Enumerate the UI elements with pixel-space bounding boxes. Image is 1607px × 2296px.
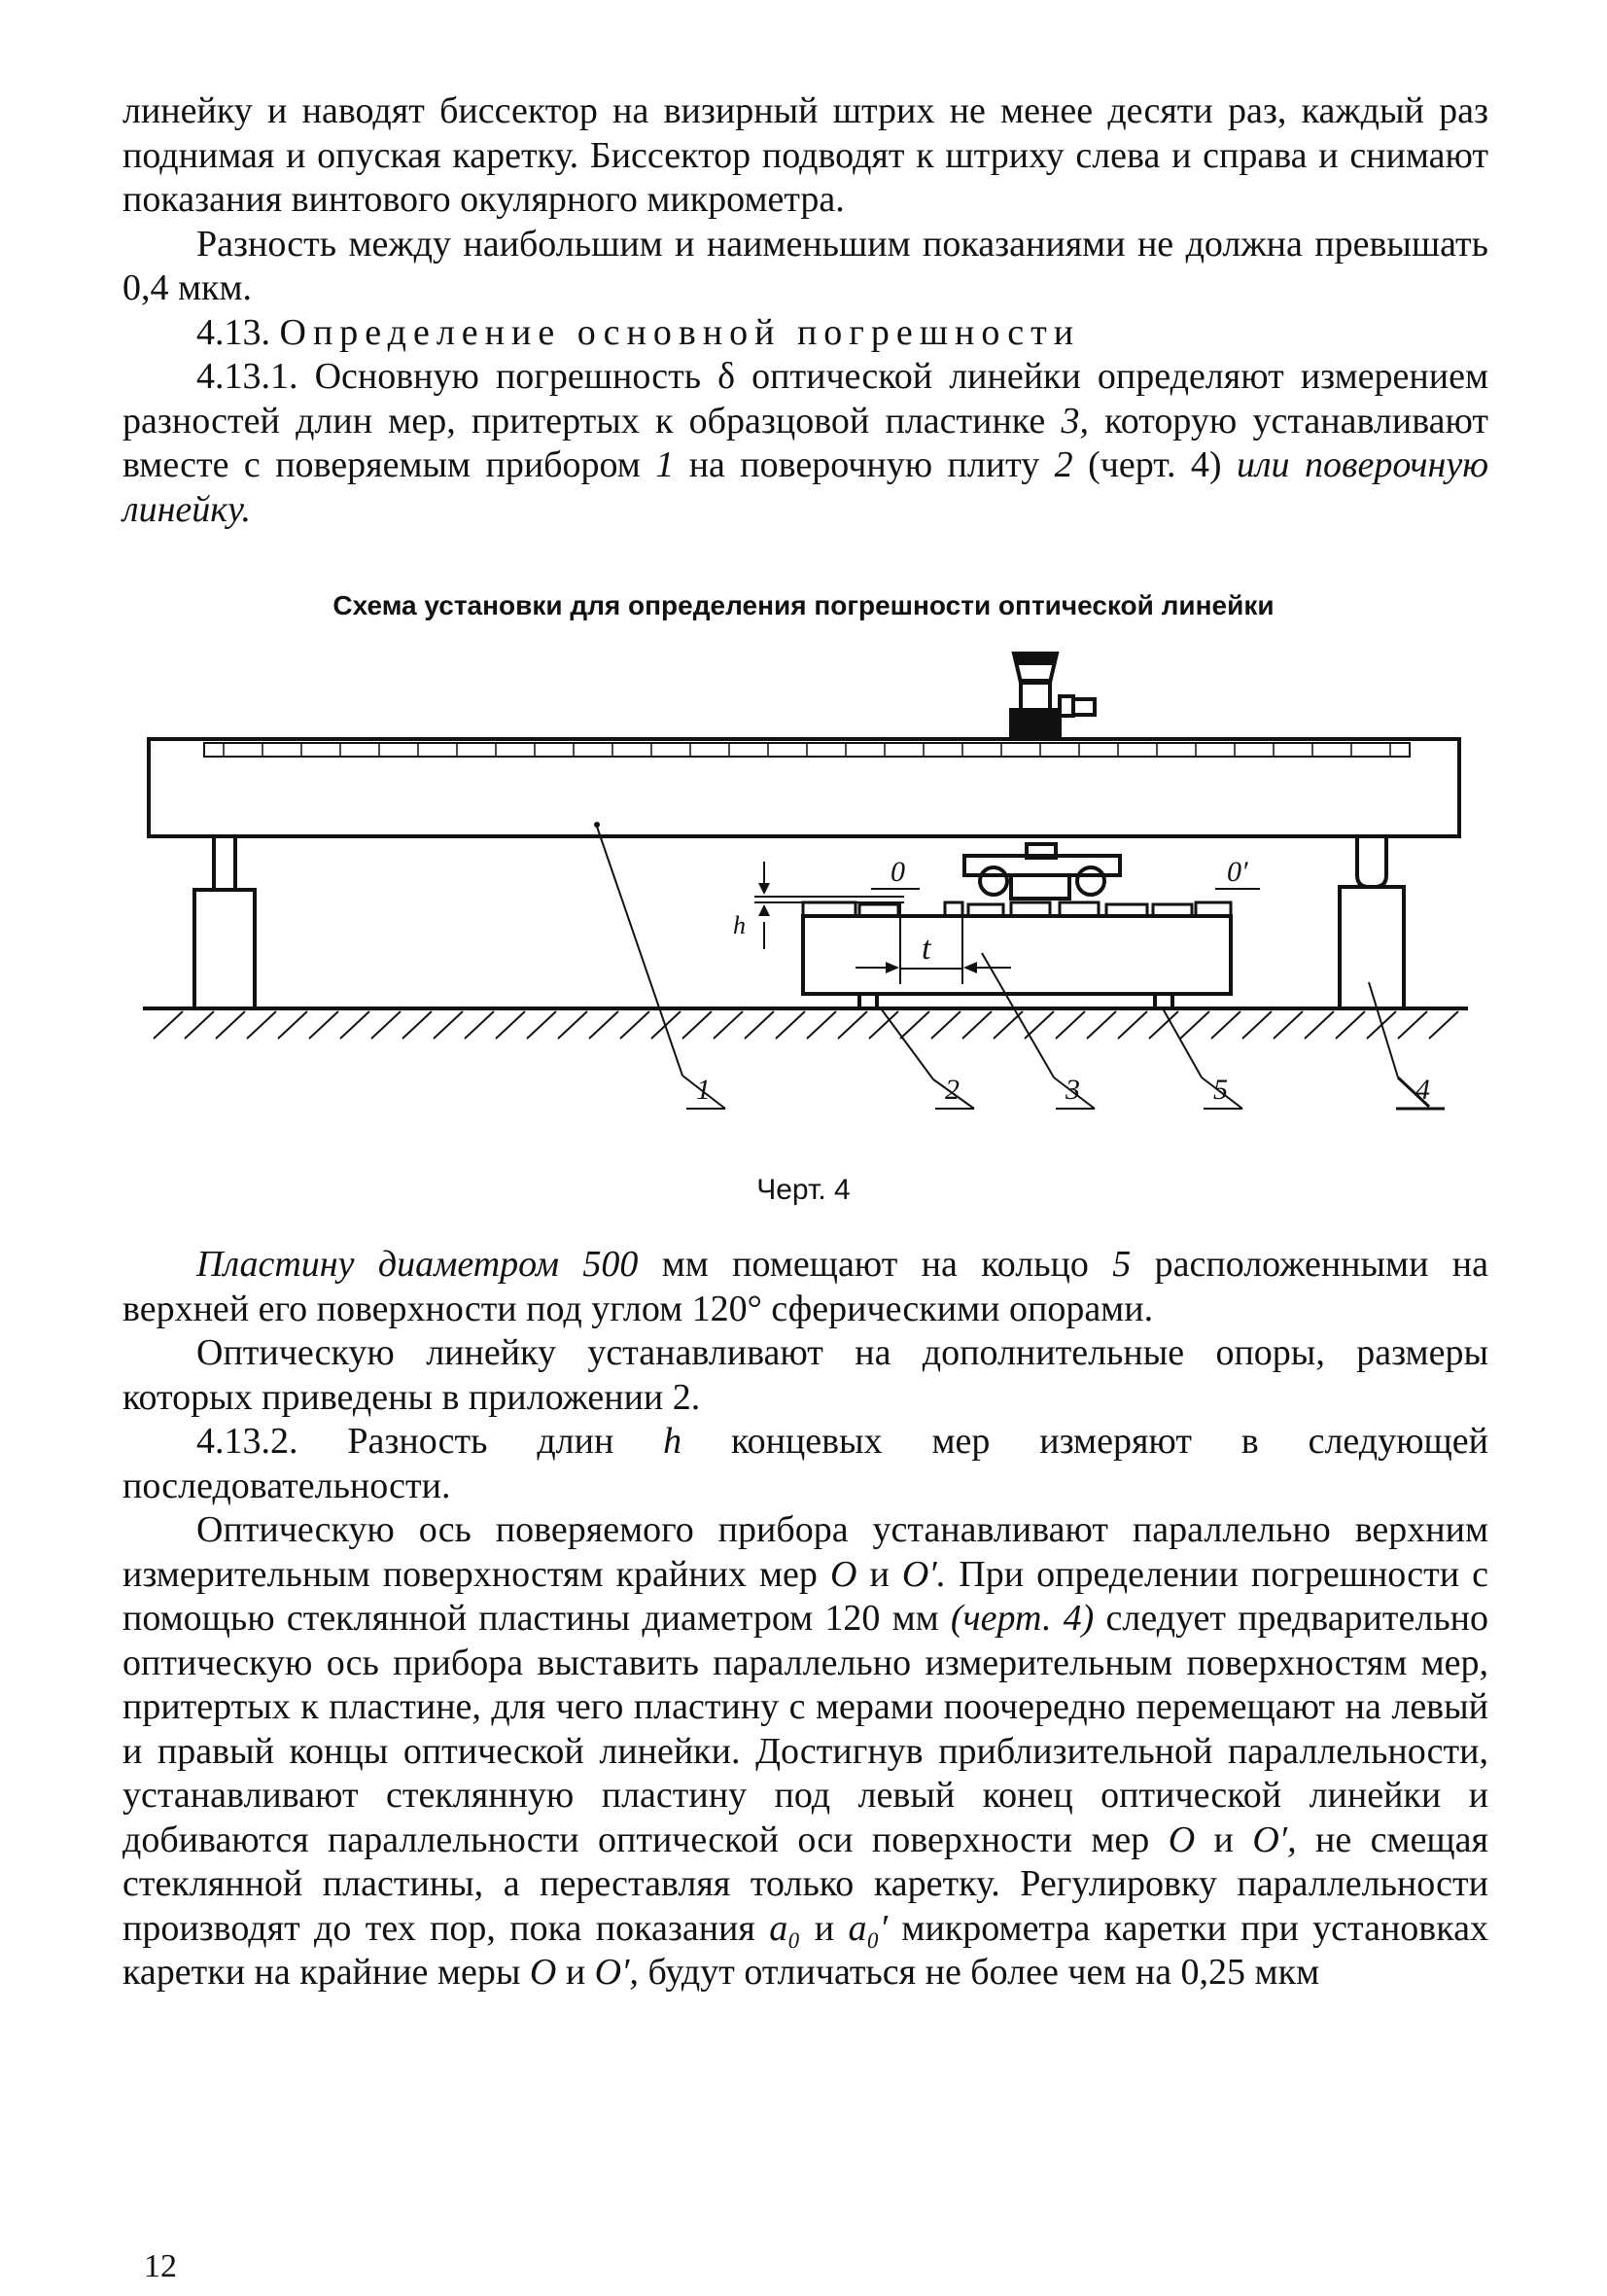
ring-support-right: [1155, 994, 1172, 1008]
left-support-block: [194, 890, 255, 1008]
callout-1-dot: [594, 822, 600, 828]
callout-4: 4: [1415, 1074, 1430, 1106]
scale-ticks: [224, 743, 1390, 757]
callout-3: 3: [1066, 1074, 1080, 1106]
paragraph-continuation: линейку и наводят биссектор на визирный штрих не менее десяти раз, каждый раз поднимая и опуская каретку. Биссектор подводят к штриху слева и справа и снимают показания винтового окулярного микрометра.: [122, 90, 1488, 220]
callout-5-leader: [1163, 1008, 1202, 1077]
bottom-text-block: [122, 1243, 1488, 1996]
paragraph-difference-limit: Разность между наибольшим и наименьшим показаниями не должна превышать 0,4 мкм.: [122, 223, 1488, 308]
callout-3-leader: [982, 953, 1054, 1077]
right-support-post: [1357, 836, 1386, 887]
microscope-carriage: [1011, 653, 1095, 739]
label-O-prime: 0′: [1227, 856, 1248, 888]
label-h: h: [733, 911, 746, 939]
paragraph-optical-axis: Оптическую ось поверяемого прибора устанавливают параллельно верхним измерительным поверхностям крайних мер O и O′. При определении погрешности с помощью стеклянной пластины диаметром 120 мм (черт. 4) следует предварительно оптическую ось прибора выставить параллельно измерительным поверхностям мер, притертых к пластине, для чего пластину с мерами поочередно перемещают на левый и правый концы оптической линейки. Достигнув приблизительной параллельности, устанавливают стеклянную пластину под левый конец оптической линейки и добиваются параллельности оптической оси поверхности мер O и O′, не смещая стеклянной пластины, а переставляя только каретку. Регулировку параллельности производят до тех пор, пока показания a₀ и a₀′ микрометра каретки при установках каретки на крайние меры O и O′, будут отличаться не более чем на 0,25 мкм: [122, 1509, 1488, 1993]
ring-support-left: [859, 994, 877, 1008]
section-heading-4-13: 4.13. Определение основной погрешности: [196, 311, 1081, 353]
page-number: 12: [144, 2248, 177, 2284]
diagram-title: Схема установки для определения погрешности оптической линейки: [332, 590, 1275, 620]
paragraph-supports: Оптическую линейку устанавливают на дополнительные опоры, размеры которых приведены в приложении 2.: [122, 1332, 1488, 1418]
callout-1-leader: [597, 827, 682, 1076]
paragraph-4-13-1: 4.13.1. Основную погрешность δ оптической линейки определяют измерением разностей длин мер, притертых к образцовой пластинке 3, которую устанавливают вместе с поверяемым прибором 1 на поверочную плиту 2 (черт. 4) или поверочную линейку.: [122, 356, 1488, 530]
paragraph-4-13-2: 4.13.2. Разность длин h концевых мер измеряют в следующей последовательности.: [122, 1421, 1488, 1506]
label-O: 0: [891, 856, 905, 888]
callout-4-leader: [1369, 982, 1398, 1077]
label-t: t: [922, 931, 931, 967]
glass-plate: [803, 916, 1231, 994]
base-hatching: [154, 1011, 1458, 1039]
callout-2-leader: [881, 1008, 933, 1079]
paragraph-plate: Пластину диаметром 500 мм помещают на кольцо 5 расположенными на верхней его поверхности под углом 120° сферическими опорами.: [122, 1244, 1488, 1329]
figure-caption: Черт. 4: [756, 1174, 851, 1206]
optical-ruler-beam: [149, 739, 1459, 836]
callout-2: 2: [945, 1074, 960, 1106]
measuring-carriage: [964, 844, 1120, 899]
callout-1: 1: [696, 1074, 711, 1106]
gauge-blocks: [803, 902, 1231, 916]
callout-5: 5: [1213, 1074, 1228, 1106]
left-support-post: [214, 836, 235, 890]
